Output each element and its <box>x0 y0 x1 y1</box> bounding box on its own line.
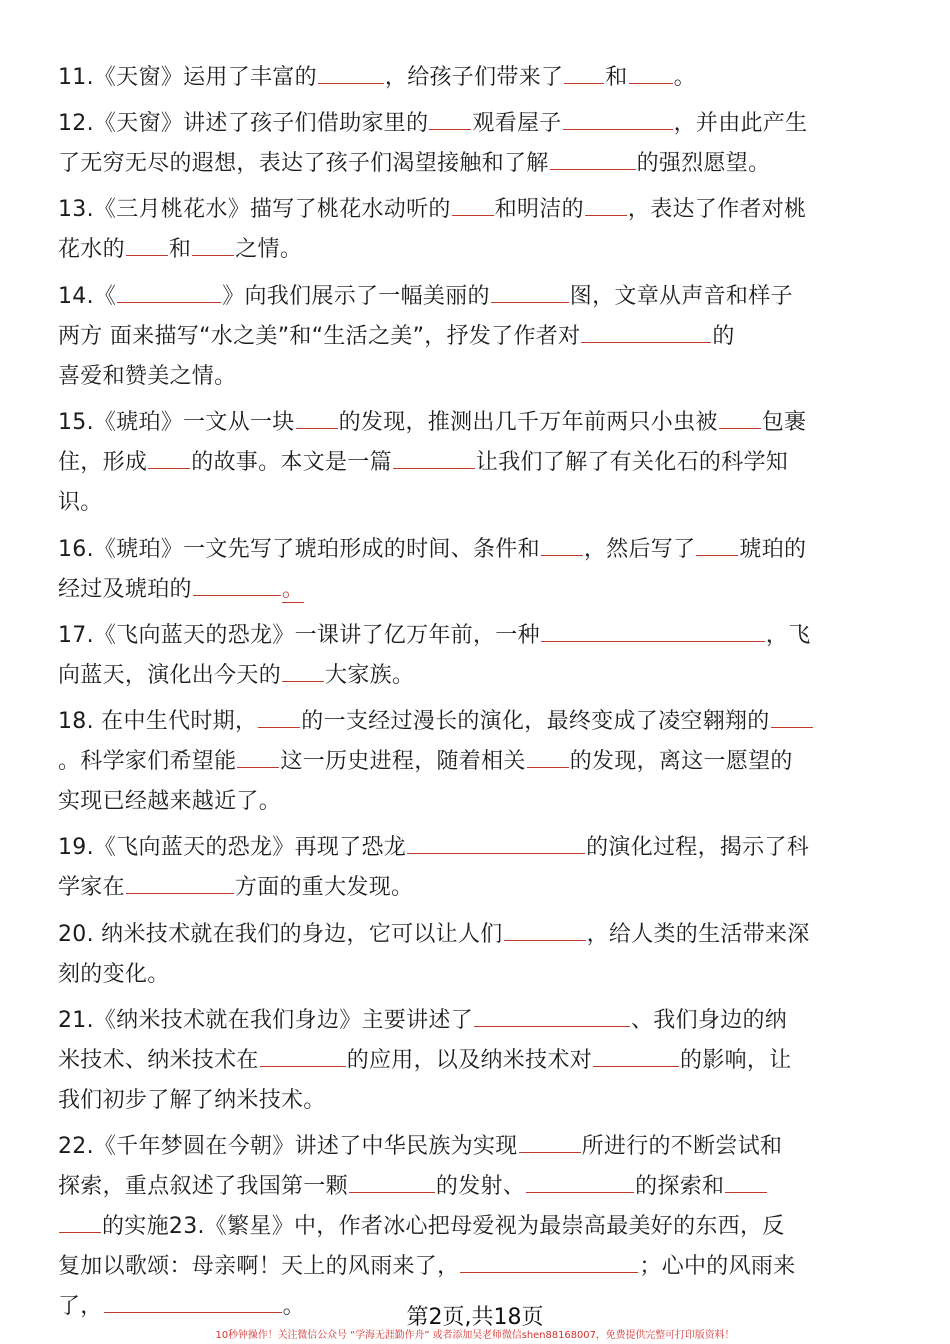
answer-blank <box>696 554 738 556</box>
question-line: 18. 在中生代时期， 的一支经过漫长的演化，最终变成了凌空翱翔的 <box>58 707 814 737</box>
question-line: 探索，重点叙述了我国第一颗 的发射、 的探索和 <box>58 1172 768 1202</box>
answer-blank <box>117 301 221 303</box>
question-line: 刻的变化。 <box>58 962 170 987</box>
answer-blank <box>59 1231 101 1233</box>
answer-blank <box>474 1025 630 1027</box>
promo-footer-text: 10秒钟操作！关注微信公众号 “学海无涯勤作舟” 或者添加吴老师微信shen88168007，免费提供完整可打印版资料！ <box>215 1330 735 1341</box>
answer-blank <box>504 939 586 941</box>
question-line: 喜爱和赞美之情。 <box>58 364 237 389</box>
question-line: 12.《天窗》讲述了孩子们借助家里的 观看屋子 ，并由此产生 <box>58 111 808 136</box>
answer-blank <box>393 467 475 469</box>
answer-blank <box>318 82 384 84</box>
question-line: 14.《 》向我们展示了一幅美丽的 图，文章从声音和样子 <box>58 284 793 309</box>
answer-blank <box>126 892 234 894</box>
question-line: 17.《飞向蓝天的恐龙》一课讲了亿万年前，一种 ，飞 <box>58 623 811 648</box>
question-line: 了， 。 <box>58 1294 305 1319</box>
answer-blank <box>585 214 627 216</box>
answer-blank <box>526 1191 634 1193</box>
answer-blank <box>719 427 761 429</box>
question-line: 16.《琥珀》一文先写了琥珀形成的时间、条件和 ，然后写了 琥珀的 <box>58 537 807 562</box>
answer-blank <box>491 301 569 303</box>
answer-blank <box>541 554 583 556</box>
answer-blank <box>460 1271 638 1273</box>
question-line: 21.《纳米技术就在我们身边》主要讲述了 、我们身边的纳 <box>58 1008 788 1033</box>
answer-blank <box>593 1065 679 1067</box>
answer-blank <box>452 214 494 216</box>
answer-blank <box>282 680 324 682</box>
answer-blank <box>429 128 471 130</box>
question-line: 经过及琥珀的 。 <box>58 577 305 602</box>
question-line: 学家在 方面的重大发现。 <box>58 875 414 900</box>
question-line: 13.《三月桃花水》描写了桃花水动听的 和明洁的 ，表达了作者对桃 <box>58 197 807 222</box>
answer-blank <box>581 341 711 343</box>
answer-blank <box>564 82 604 84</box>
answer-blank <box>407 852 585 854</box>
answer-blank <box>193 594 281 596</box>
question-line: 识。 <box>58 490 103 515</box>
question-line: 花水的 和 之情。 <box>58 237 303 262</box>
answer-blank <box>725 1191 767 1193</box>
question-line: 11.《天窗》运用了丰富的 ，给孩子们带来了 和 。 <box>58 65 696 90</box>
answer-blank <box>550 168 636 170</box>
question-line: 。科学家们希望能 这一历史进程，随着相关 的发现，离这一愿望的 <box>58 749 793 774</box>
question-line: 的实施23.《繁星》中，作者冰心把母爱视为最崇高最美好的东西，反 <box>58 1212 785 1242</box>
question-line: 复加以歌颂：母亲啊！天上的风雨来了， ；心中的风雨来 <box>58 1254 796 1279</box>
question-line: 米技术、纳米技术在 的应用，以及纳米技术对 的影响，让 <box>58 1048 792 1073</box>
answer-blank <box>260 1065 346 1067</box>
answer-blank <box>349 1191 435 1193</box>
answer-blank <box>192 254 234 256</box>
answer-blank <box>126 254 168 256</box>
question-line: 实现已经越来越近了。 <box>58 789 282 814</box>
answer-blank <box>629 82 673 84</box>
answer-blank <box>296 427 338 429</box>
question-line: 22.《千年梦圆在今朝》讲述了中华民族为实现 所进行的不断尝试和 <box>58 1134 783 1159</box>
answer-blank <box>237 766 279 768</box>
question-line: 我们初步了解了纳米技术。 <box>58 1088 326 1113</box>
answer-blank <box>771 726 813 728</box>
question-line: 住，形成 的故事。本文是一篇 让我们了解了有关化石的科学知 <box>58 450 789 475</box>
question-line: 两方 面来描写“水之美”和“生活之美”，抒发了作者对 的 <box>58 324 735 349</box>
answer-blank <box>541 640 765 642</box>
page-number: 第2页,共18页 <box>406 1305 544 1330</box>
answer-blank <box>563 128 673 130</box>
question-line: 19.《飞向蓝天的恐龙》再现了恐龙 的演化过程，揭示了科 <box>58 835 810 860</box>
answer-blank <box>258 726 300 728</box>
question-line: 了无穷无尽的遐想，表达了孩子们渴望接触和了解 的强烈愿望。 <box>58 151 771 176</box>
answer-blank <box>527 766 569 768</box>
answer-blank <box>519 1151 581 1153</box>
question-line: 15.《琥珀》一文从一块 的发现，推测出几千万年前两只小虫被 包裹 <box>58 410 807 435</box>
question-line: 20. 纳米技术就在我们的身边，它可以让人们 ，给人类的生活带来深 <box>58 922 810 947</box>
question-line: 向蓝天，演化出今天的 大家族。 <box>58 663 415 688</box>
answer-blank <box>148 467 190 469</box>
